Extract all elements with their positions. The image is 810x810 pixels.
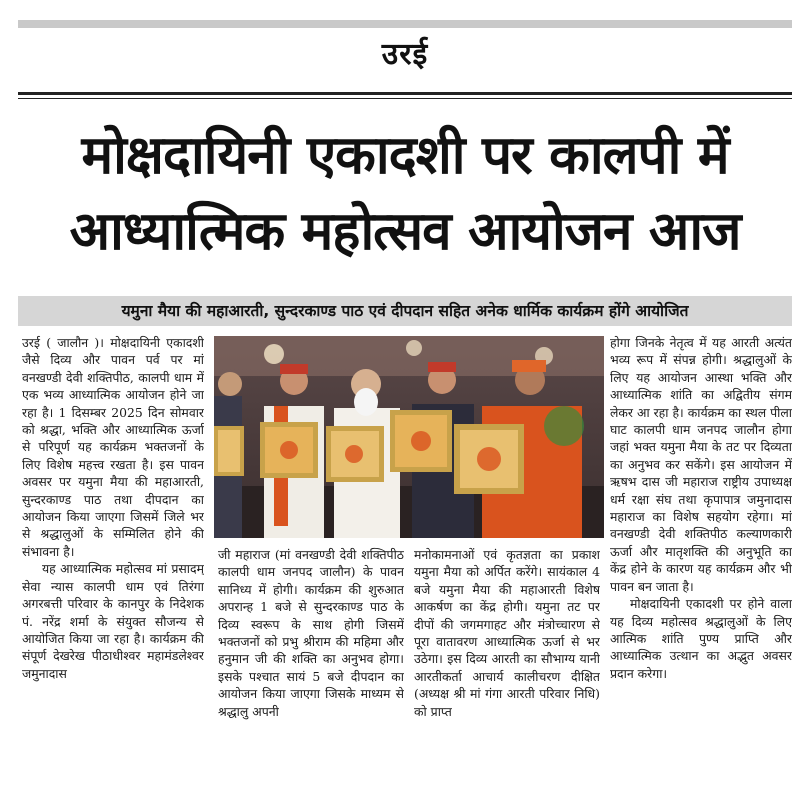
article-column-2 [218, 546, 404, 782]
headline-line-1: मोक्षदायिनी एकादशी पर कालपी में [81, 125, 729, 186]
subheadline: यमुना मैया की महाआरती, सुन्दरकाण्ड पाठ एवं दीपदान सहित अनेक धार्मिक कार्यक्रम होंगे आयोजित [18, 296, 792, 326]
event-photo [214, 336, 604, 538]
top-gray-bar [18, 20, 792, 28]
paragraph: जी महाराज (मां वनखण्डी देवी शक्तिपीठ कालपी धाम जनपद जालौन) के पावन सानिध्य में होगी। कार्यक्रम की शुरुआत अपरान्ह 1 बजे से सुन्दरकाण्ड पाठ के दिव्य स्वरूप के साथ होगी जिसमें भक्तजनों को प्रभु श्रीराम की महिमा और हनुमान जी की शक्ति का अनुभव होगा। इसके पश्चात सायं 5 बजे दीपदान का आयोजन किया जाएगा जिसके माध्यम से श्रद्धालु अपनी [218, 547, 404, 719]
paragraph: मोक्षदायिनी एकादशी पर होने वाला यह दिव्य महोत्सव श्रद्धालुओं के लिए आत्मिक शांति पुण्य प्राप्ति और आध्यात्मिक उत्थान का अद्भुत अवसर प्रदान करेगा। [610, 596, 792, 681]
section-title: उरई [381, 37, 429, 72]
event-photo-illustration [214, 336, 604, 538]
article-column-4 [610, 334, 792, 782]
paragraph: उरई ( जालौन )। मोक्षदायिनी एकादशी जैसे दिव्य और पावन पर्व पर मां वनखण्डी देवी शक्तिपीठ, कालपी धाम में एक भव्य आध्यात्मिक आयोजन होने जा रहा है। 1 दिसम्बर 2025 दिन सोमवार को श्रद्धा, भक्ति और आध्यात्मिक ऊर्जा से परिपूर्ण यह कार्यक्रम भक्तजनों के लिए विशेष महत्त्व रखता है। इस पावन अवसर पर यमुना मैया की महाआरती, सुन्दरकाण्ड पाठ तथा दीपदान का आयोजन किया जाएगा जिसमें जिले भर से श्रद्धालुओं के सम्मिलित होने की संभावना है। [22, 335, 204, 559]
paragraph: होगा जिनके नेतृत्व में यह आरती अत्यंत भव्य रूप में संपन्न होगी। श्रद्धालुओं के लिए यह आयोजन आस्था भक्ति और आध्यात्मिक शांति का अद्वितीय संगम लेकर आ रहा है। कार्यक्रम का स्थल पीला घाट कालपी धाम जनपद जालौन होगा जहां भक्त यमुना मैया के तट पर दिव्यता का अनुभव कर सकेंगे। इस आयोजन में ऋषभ दास जी महाराज राष्ट्रीय उपाध्यक्ष धर्म रक्षा संघ तथा कृपापात्र जमुनादास महाराज का विशेष सहयोग रहेगा। मां वनखण्डी देवी शक्तिपीठ कल्याणकारी ऊर्जा और मातृशक्ति की अनुभूति का केंद्र होने के कारण यह कार्यक्रम और भी पावन बन जाता है। [610, 335, 792, 594]
header-rule-thick [18, 92, 792, 95]
headline [18, 118, 792, 270]
headline-line-2: आध्यात्मिक महोत्सव आयोजन आज [69, 201, 741, 262]
article-column-1 [22, 334, 204, 782]
header-rule-thin [18, 98, 792, 99]
paragraph: यह आध्यात्मिक महोत्सव मां प्रसादम् सेवा न्यास कालपी धाम एवं तिरंगा अगरबत्ती परिवार के कानपुर के निदेशक पं. नरेंद्र शर्मा के संयुक्त सौजन्य से आयोजित किया जा रहा है। कार्यक्रम की संपूर्ण देखरेख पीठाधीश्वर महामंडलेश्वर जमुनादास [22, 561, 204, 681]
paragraph: मनोकामनाओं एवं कृतज्ञता का प्रकाश यमुना मैया को अर्पित करेंगे। सायंकाल 4 बजे यमुना मैया की महाआरती विशेष आकर्षण का केंद्र होगी। यमुना तट पर दीपों की जगमगाहट और मंत्रोच्चारण से पूरा वातावरण आध्यात्मिक ऊर्जा से भर उठेगा। इस दिव्य आरती का सौभाग्य यानी आरतीकर्ता आचार्य कालीचरण दीक्षित (अध्यक्ष श्री मां गंगा आरती परिवार निधि) को प्राप्त [414, 547, 600, 719]
article-column-3 [414, 546, 600, 782]
